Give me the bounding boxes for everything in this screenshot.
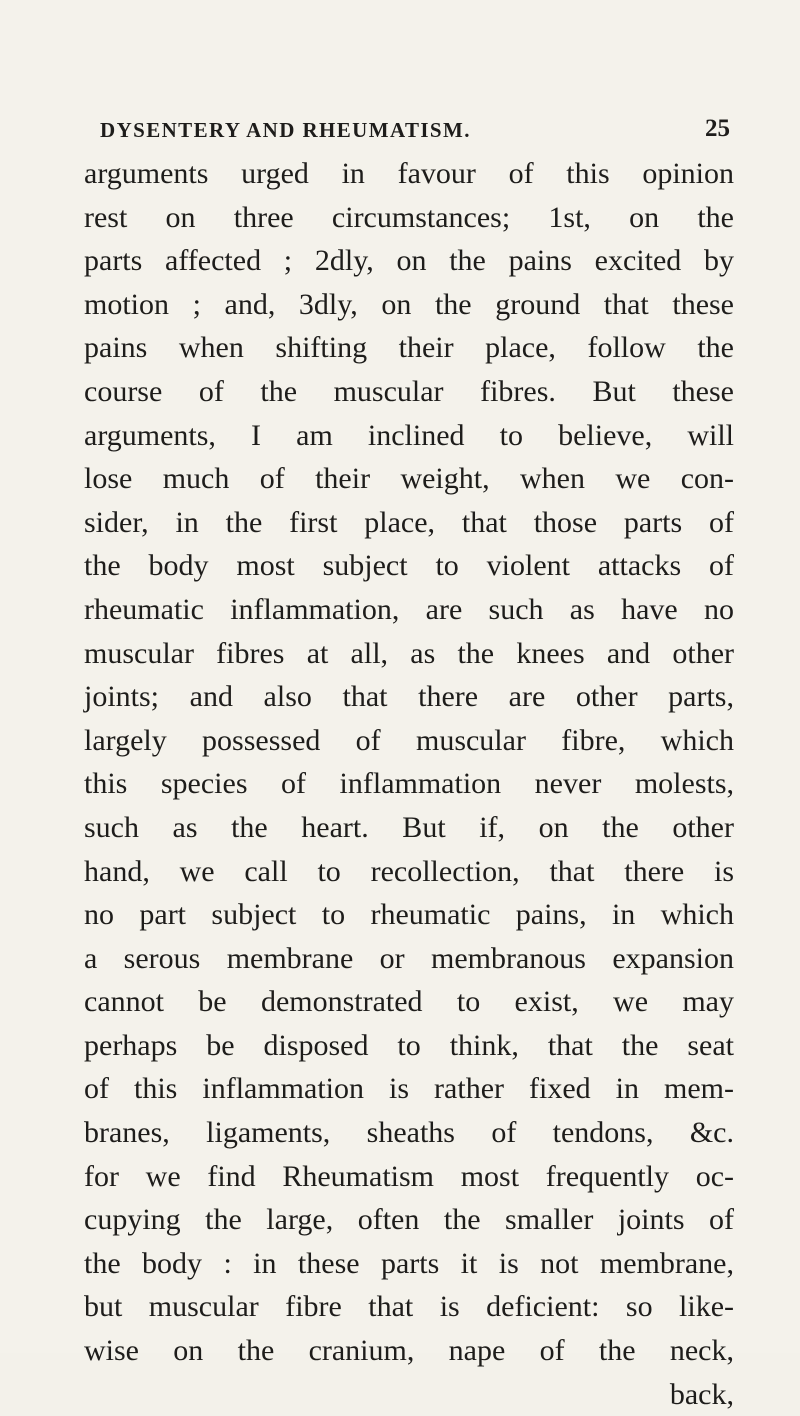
page-number: 25	[705, 115, 730, 142]
text-line: for we find Rheumatism most frequently oc-	[84, 1159, 734, 1193]
text-line: rest on three circumstances; 1st, on the	[84, 200, 734, 234]
text-line: sider, in the first place, that those parts of	[84, 505, 734, 539]
text-line: cannot be demonstrated to exist, we may	[84, 985, 734, 1019]
running-title: DYSENTERY AND RHEUMATISM.	[100, 118, 471, 142]
text-line: rheumatic inflammation, are such as have no	[84, 592, 734, 626]
text-line: lose much of their weight, when we con-	[84, 462, 734, 496]
text-line: the body most subject to violent attacks of	[84, 549, 734, 583]
text-line: motion ; and, 3dly, on the ground that these	[84, 287, 734, 321]
text-line: joints; and also that there are other parts,	[84, 680, 734, 714]
text-line: parts affected ; 2dly, on the pains excited by	[84, 244, 734, 278]
text-line: such as the heart. But if, on the other	[84, 810, 734, 844]
text-line: this species of inflammation never molests,	[84, 767, 734, 801]
body-text	[84, 152, 734, 1416]
text-line: pains when shifting their place, follow the	[84, 331, 734, 365]
text-line: arguments urged in favour of this opinion	[84, 157, 734, 190]
text-line: largely possessed of muscular fibre, which	[84, 723, 734, 757]
running-head	[100, 115, 730, 148]
text-line: of this inflammation is rather fixed in mem-	[84, 1072, 734, 1106]
text-line: no part subject to rheumatic pains, in which	[84, 898, 734, 932]
text-line: muscular fibres at all, as the knees and other	[84, 636, 734, 670]
catchword: back,	[669, 1377, 734, 1411]
text-line: wise on the cranium, nape of the neck,	[84, 1334, 734, 1368]
text-line: cupying the large, often the smaller joints of	[84, 1203, 734, 1237]
text-line: branes, ligaments, sheaths of tendons, &c.	[84, 1116, 734, 1150]
text-line: the body : in these parts it is not membrane,	[84, 1246, 734, 1280]
text-line: perhaps be disposed to think, that the seat	[84, 1028, 734, 1062]
text-line: hand, we call to recollection, that there is	[84, 854, 734, 888]
text-line: a serous membrane or membranous expansion	[84, 941, 734, 975]
text-line: arguments, I am inclined to believe, will	[84, 418, 734, 452]
text-line: course of the muscular fibres. But these	[84, 374, 734, 408]
text-line: but muscular fibre that is deficient: so like-	[84, 1290, 734, 1324]
